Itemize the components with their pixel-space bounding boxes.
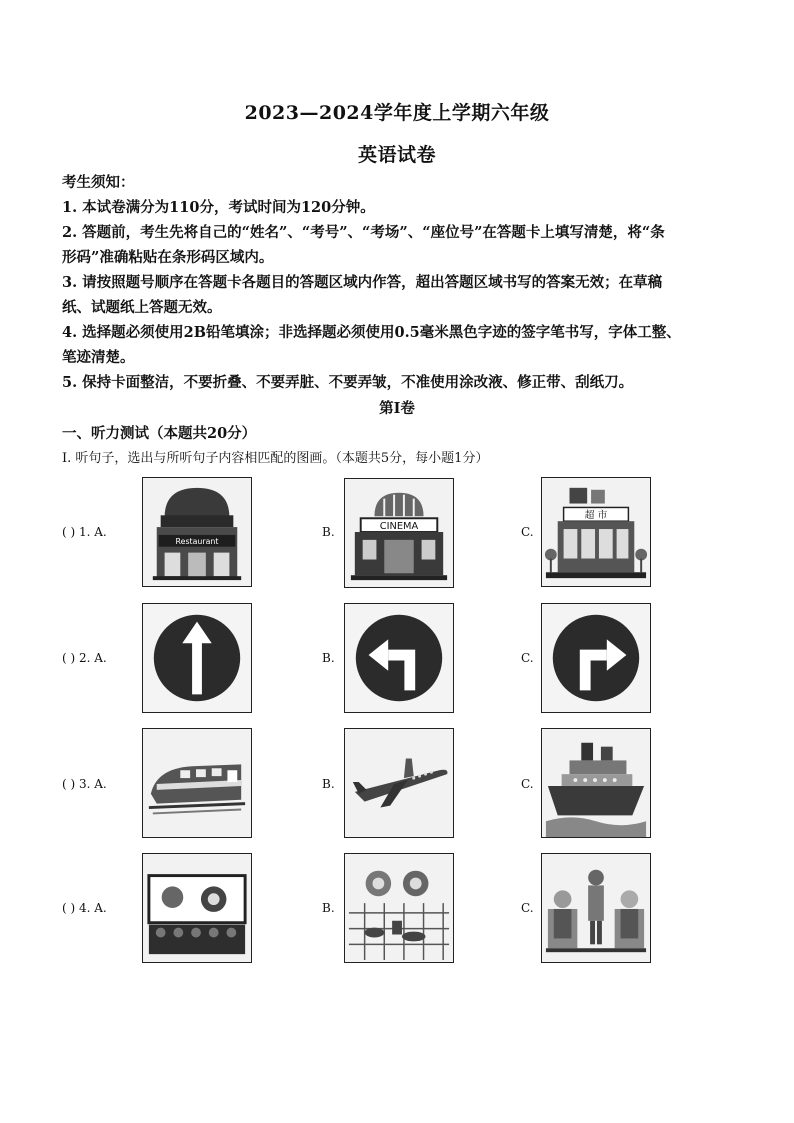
visiting-grandparents-picture[interactable] xyxy=(541,853,651,963)
question-3-option-c[interactable]: C. xyxy=(521,777,534,791)
plane-picture[interactable] xyxy=(344,728,454,838)
question-2-label[interactable]: ( ) 2. A. xyxy=(62,651,107,665)
restaurant-picture[interactable] xyxy=(142,477,252,587)
notice-item: 4. 选择题必须使用2B铅笔填涂；非选择题必须使用0.5毫米黑色字迹的签字笔书写，字体工整、 xyxy=(62,324,681,341)
picnic-picture[interactable] xyxy=(344,853,454,963)
supermarket-sign-text: 超 市 xyxy=(584,510,608,522)
notice-item: 5. 保持卡面整洁，不要折叠、不要弄脏、不要弄皱，不准使用涂改液、修正带、刮纸刀。 xyxy=(62,374,634,391)
notice-item: 1. 本试卷满分为110分，考试时间为120分钟。 xyxy=(62,199,375,216)
turn-left-sign[interactable] xyxy=(344,603,454,713)
question-4-label[interactable]: ( ) 4. A. xyxy=(62,901,107,915)
train-picture[interactable] xyxy=(142,728,252,838)
cinema-picture[interactable] xyxy=(344,478,454,588)
question-4-option-b[interactable]: B. xyxy=(322,901,335,915)
supermarket-picture[interactable] xyxy=(541,477,651,587)
section-instructions: Ⅰ. 听句子，选出与所听句子内容相匹配的图画。（本题共5分，每小题1分） xyxy=(62,451,489,466)
volume-label: 第Ⅰ卷 xyxy=(379,400,415,417)
go-straight-sign[interactable] xyxy=(142,603,252,713)
ship-picture[interactable] xyxy=(541,728,651,838)
question-1-label[interactable]: ( ) 1. A. xyxy=(62,525,107,539)
watching-film-picture[interactable] xyxy=(142,853,252,963)
question-2-option-b[interactable]: B. xyxy=(322,651,335,665)
notice-item: 2. 答题前，考生先将自己的“姓名”、“考号”、“考场”、“座位号”在答题卡上填写清楚，将“条 xyxy=(62,224,665,241)
question-4-option-c[interactable]: C. xyxy=(521,901,534,915)
exam-subtitle: 英语试卷 xyxy=(357,144,436,166)
question-2-option-c[interactable]: C. xyxy=(521,651,534,665)
notice-heading: 考生须知： xyxy=(62,174,135,191)
notice-item: 纸、试题纸上答题无效。 xyxy=(62,299,222,316)
question-1-option-b[interactable]: B. xyxy=(322,525,335,539)
question-3-option-b[interactable]: B. xyxy=(322,777,335,791)
cinema-sign-text: CINEMA xyxy=(379,521,419,533)
notice-item: 形码”准确粘贴在条形码区域内。 xyxy=(62,249,274,266)
turn-right-sign[interactable] xyxy=(541,603,651,713)
restaurant-sign-text: Restaurant xyxy=(175,536,219,546)
section-title: 一、听力测试（本题共20分） xyxy=(62,425,257,442)
notice-item: 笔迹清楚。 xyxy=(62,349,135,366)
exam-title: 2023—2024学年度上学期六年级 xyxy=(244,102,550,124)
notice-item: 3. 请按照题号顺序在答题卡各题目的答题区域内作答，超出答题区域书写的答案无效；在草稿 xyxy=(62,274,663,291)
question-3-label[interactable]: ( ) 3. A. xyxy=(62,777,107,791)
question-1-option-c[interactable]: C. xyxy=(521,525,534,539)
